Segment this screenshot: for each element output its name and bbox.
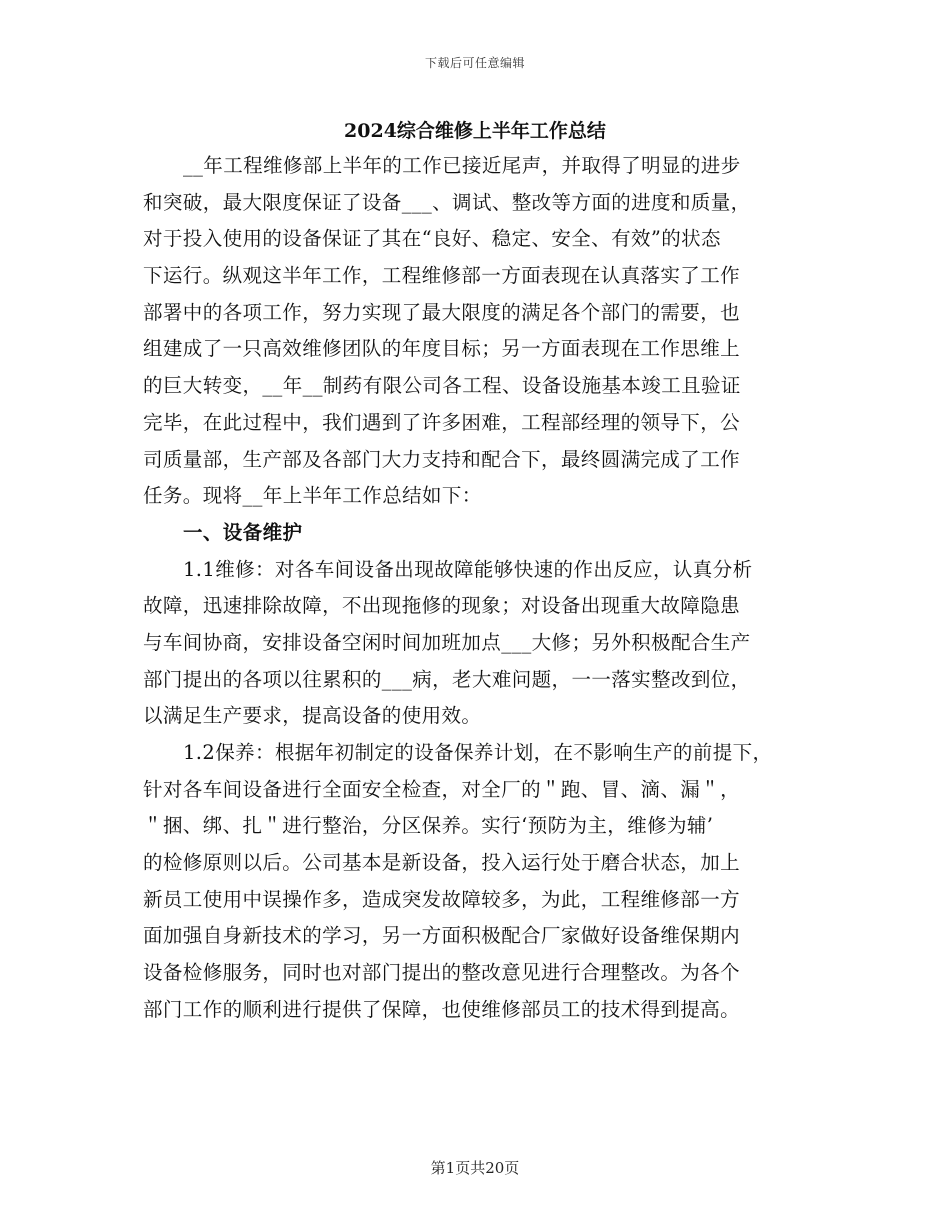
document-title: 2024综合维修上半年工作总结	[344, 120, 606, 142]
paragraph-line: 对于投入使用的设备保证了其在“良好、稳定、安全、有效”的状态	[143, 227, 721, 251]
paragraph-line: 部门工作的顺利进行提供了保障，也使维修部员工的技术得到提高。	[143, 997, 741, 1021]
paragraph-line: 面加强自身新技术的学习，另一方面积极配合厂家做好设备维保期内	[143, 924, 741, 948]
paragraph-line: 部署中的各项工作，努力实现了最大限度的满足各个部门的需要，也	[143, 300, 741, 324]
paragraph-line: 组建成了一只高效维修团队的年度目标；另一方面表现在工作思维上	[143, 337, 741, 361]
document-body	[143, 148, 833, 1029]
page-number: 第1页共20页	[430, 1159, 520, 1177]
paragraph-line: 以满足生产要求，提高设备的使用效。	[143, 704, 482, 728]
paragraph-line: 的巨大转变，__年__制药有限公司各工程、设备设施基本竣工且验证	[143, 374, 741, 398]
paragraph-line: 故障，迅速排除故障，不出现拖修的现象；对设备出现重大故障隐患	[143, 594, 741, 618]
paragraph-line: 新员工使用中误操作多，造成突发故障较多，为此，工程维修部一方	[143, 887, 741, 911]
paragraph-line: 与车间协商，安排设备空闲时间加班加点___大修；另外积极配合生产	[143, 630, 751, 654]
paragraph-line: 和突破，最大限度保证了设备___、调试、整改等方面的进度和质量，	[143, 190, 751, 214]
paragraph-line: 司质量部，生产部及各部门大力支持和配合下，最终圆满完成了工作	[143, 447, 741, 471]
header-note: 下载后可任意编辑	[424, 56, 525, 70]
paragraph-line: 下运行。纵观这半年工作，工程维修部一方面表现在认真落实了工作	[143, 264, 741, 288]
paragraph-line: 部门提出的各项以往累积的___病，老大难问题，一一落实整改到位，	[143, 667, 751, 691]
paragraph-line: 的检修原则以后。公司基本是新设备，投入运行处于磨合状态，加上	[143, 851, 741, 875]
paragraph-line: 完毕，在此过程中，我们遇到了许多困难，工程部经理的领导下，公	[143, 410, 741, 434]
paragraph-line: 1.2保养：根据年初制定的设备保养计划，在不影响生产的前提下，	[183, 741, 773, 764]
section-heading: 一、设备维护	[183, 520, 303, 544]
paragraph-line: __年工程维修部上半年的工作已接近尾声，并取得了明显的进步	[183, 154, 741, 177]
paragraph-line: 任务。现将__年上半年工作总结如下：	[143, 484, 482, 508]
paragraph-line: 设备检修服务，同时也对部门提出的整改意见进行合理整改。为各个	[143, 961, 741, 985]
paragraph-line: 针对各车间设备进行全面安全检查，对全厂的＂跑、冒、滴、漏＂，	[143, 777, 741, 801]
paragraph-line: 1.1维修：对各车间设备出现故障能够快速的作出反应，认真分析	[183, 557, 753, 581]
paragraph-line: ＂捆、绑、扎＂进行整治，分区保养。实行‘预防为主，维修为辅’	[143, 814, 714, 838]
